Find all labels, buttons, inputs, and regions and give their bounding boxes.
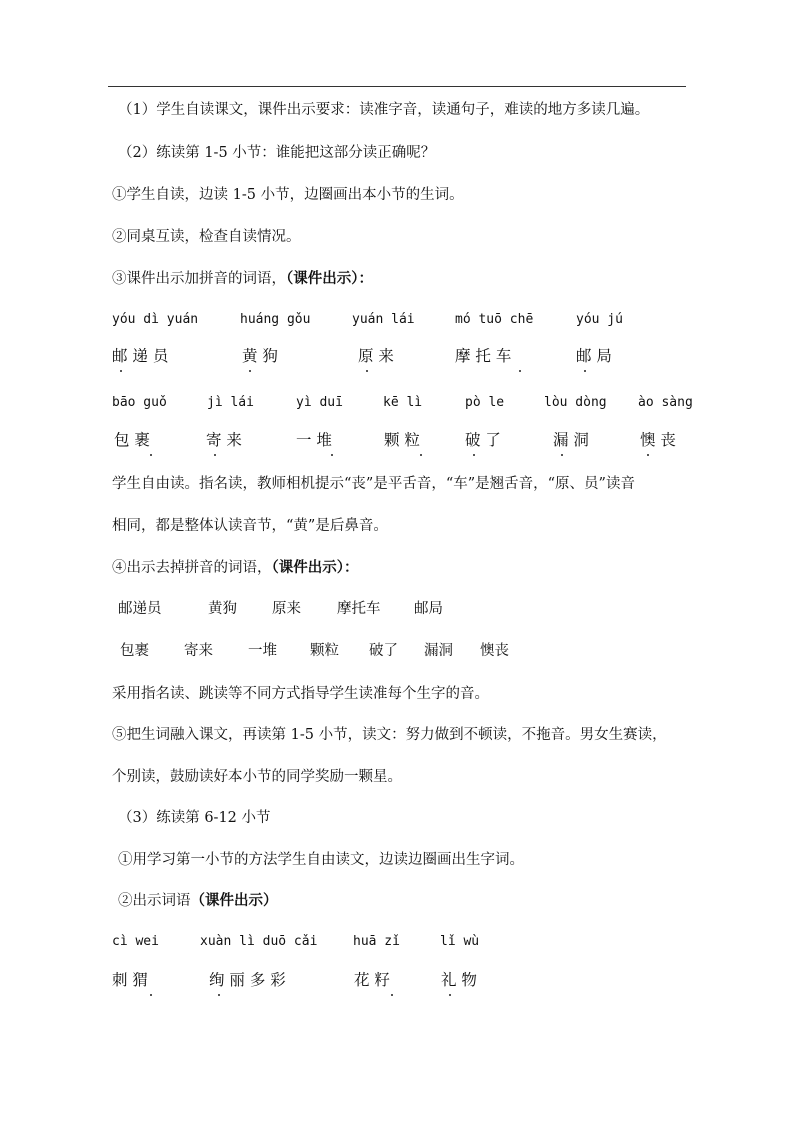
sub-3-courseware-note: （课件出示）：: [286, 270, 373, 287]
word-huanggou: 黄 狗: [242, 347, 278, 365]
plain-word: 寄来: [184, 643, 213, 659]
plain-word: 黄狗: [208, 601, 237, 617]
pinyin-baoguo: bāo guǒ: [112, 395, 167, 410]
pinyin-loudong: lòu dòng: [544, 395, 607, 410]
word-huazi: 花 籽: [354, 971, 390, 989]
note-pronunciation-2: 相同，都是整体认读音节，“黄”是后鼻音。: [112, 518, 388, 534]
sub-3-text: ③课件出示加拼音的词语，: [112, 271, 286, 287]
emphasis-dot: [331, 454, 333, 456]
paragraph-sub-4: [112, 558, 359, 578]
pinyin-ciwei: cì wei: [112, 934, 159, 949]
paragraph-sub-5-cont: 个别读，鼓励读好本小节的同学奖励一颗星。: [112, 769, 402, 785]
plain-word: 邮递员: [118, 601, 162, 617]
pinyin-youdiyuan: yóu dì yuán: [112, 312, 199, 327]
sub-4-courseware-note: （课件出示）：: [271, 559, 359, 576]
emphasis-dot: [249, 370, 251, 372]
pinyin-huazi: huā zǐ: [353, 934, 400, 949]
pinyin-jilai: jì lái: [207, 395, 254, 410]
word-pole: 破 了: [465, 431, 501, 449]
word-youdiyuan: 邮 递 员: [112, 347, 169, 365]
pinyin-yidui: yì duī: [296, 395, 343, 410]
pinyin-aosang: ào sàng: [638, 395, 693, 410]
plain-word: 懊丧: [480, 643, 509, 659]
sub-7-text: ②出示词语: [118, 893, 191, 909]
header-rule: [108, 86, 686, 87]
word-liwu: 礼 物: [441, 971, 477, 989]
paragraph-sub-5: ⑤把生词融入课文，再读第 1-5 小节，读文：努力做到不顿读，不拖音。男女生赛读，: [112, 727, 667, 743]
emphasis-dot: [561, 454, 563, 456]
pinyin-yuanlai: yuán lái: [352, 312, 415, 327]
emphasis-dot: [120, 370, 122, 372]
emphasis-dot: [150, 454, 152, 456]
paragraph-sub-1: ①学生自读，边读 1-5 小节，边圈画出本小节的生词。: [112, 187, 464, 203]
paragraph-sub-2: ②同桌互读，检查自读情况。: [112, 229, 301, 245]
paragraph-step-3: （3）练读第 6-12 小节: [118, 810, 271, 826]
word-keli: 颗 粒: [384, 431, 420, 449]
word-yidui: 一 堆: [296, 431, 332, 449]
plain-word: 邮局: [414, 601, 443, 617]
paragraph-sub-3: [112, 269, 373, 289]
emphasis-dot: [473, 454, 475, 456]
emphasis-dot: [214, 454, 216, 456]
word-jilai: 寄 来: [206, 431, 242, 449]
note-method: 采用指名读、跳读等不同方式指导学生读准每个生字的音。: [112, 686, 489, 702]
word-xuanliduocai: 绚 丽 多 彩: [209, 971, 286, 989]
note-pronunciation-1: 学生自由读。指名读，教师相机提示“丧”是平舌音，“车”是翘舌音，“原、员”读音: [112, 476, 635, 492]
pinyin-motuoche: mó tuō chē: [455, 312, 534, 327]
emphasis-dot: [584, 370, 586, 372]
paragraph-sub-7: [118, 891, 278, 911]
word-ciwei: 刺 猬: [112, 971, 148, 989]
emphasis-dot: [150, 994, 152, 996]
word-yuanlai: 原 来: [358, 347, 394, 365]
paragraph-step-1: （1）学生自读课文，课件出示要求：读准字音，读通句子，难读的地方多读几遍。: [118, 102, 650, 118]
pinyin-xuanliduocai: xuàn lì duō cǎi: [200, 934, 318, 949]
plain-word: 原来: [272, 601, 301, 617]
pinyin-huanggou: huáng gǒu: [240, 312, 311, 327]
pinyin-liwu: lǐ wù: [440, 934, 480, 949]
word-baoguo: 包 裹: [114, 431, 150, 449]
sub-7-courseware-note: （课件出示）: [190, 892, 278, 909]
plain-word: 破了: [369, 643, 398, 659]
pinyin-keli: kē lì: [383, 395, 423, 410]
emphasis-dot: [218, 994, 220, 996]
paragraph-sub-6: ①用学习第一小节的方法学生自由读文，边读边圈画出生字词。: [118, 852, 524, 868]
paragraph-step-2: （2）练读第 1-5 小节：谁能把这部分读正确呢？: [118, 145, 436, 161]
plain-word: 颗粒: [310, 643, 339, 659]
plain-word: 一堆: [248, 643, 277, 659]
emphasis-dot: [420, 454, 422, 456]
pinyin-pole: pò le: [465, 395, 505, 410]
word-aosang: 懊 丧: [640, 431, 676, 449]
emphasis-dot: [391, 994, 393, 996]
word-loudong: 漏 洞: [553, 431, 589, 449]
emphasis-dot: [519, 370, 521, 372]
sub-4-text: ④出示去掉拼音的词语，: [112, 560, 272, 576]
plain-word: 漏洞: [424, 643, 453, 659]
pinyin-youju: yóu jú: [576, 312, 623, 327]
emphasis-dot: [647, 454, 649, 456]
emphasis-dot: [449, 994, 451, 996]
plain-word: 摩托车: [337, 601, 381, 617]
emphasis-dot: [366, 370, 368, 372]
word-motuoche: 摩 托 车: [455, 347, 512, 365]
plain-word: 包裹: [120, 643, 149, 659]
word-youju: 邮 局: [576, 347, 612, 365]
